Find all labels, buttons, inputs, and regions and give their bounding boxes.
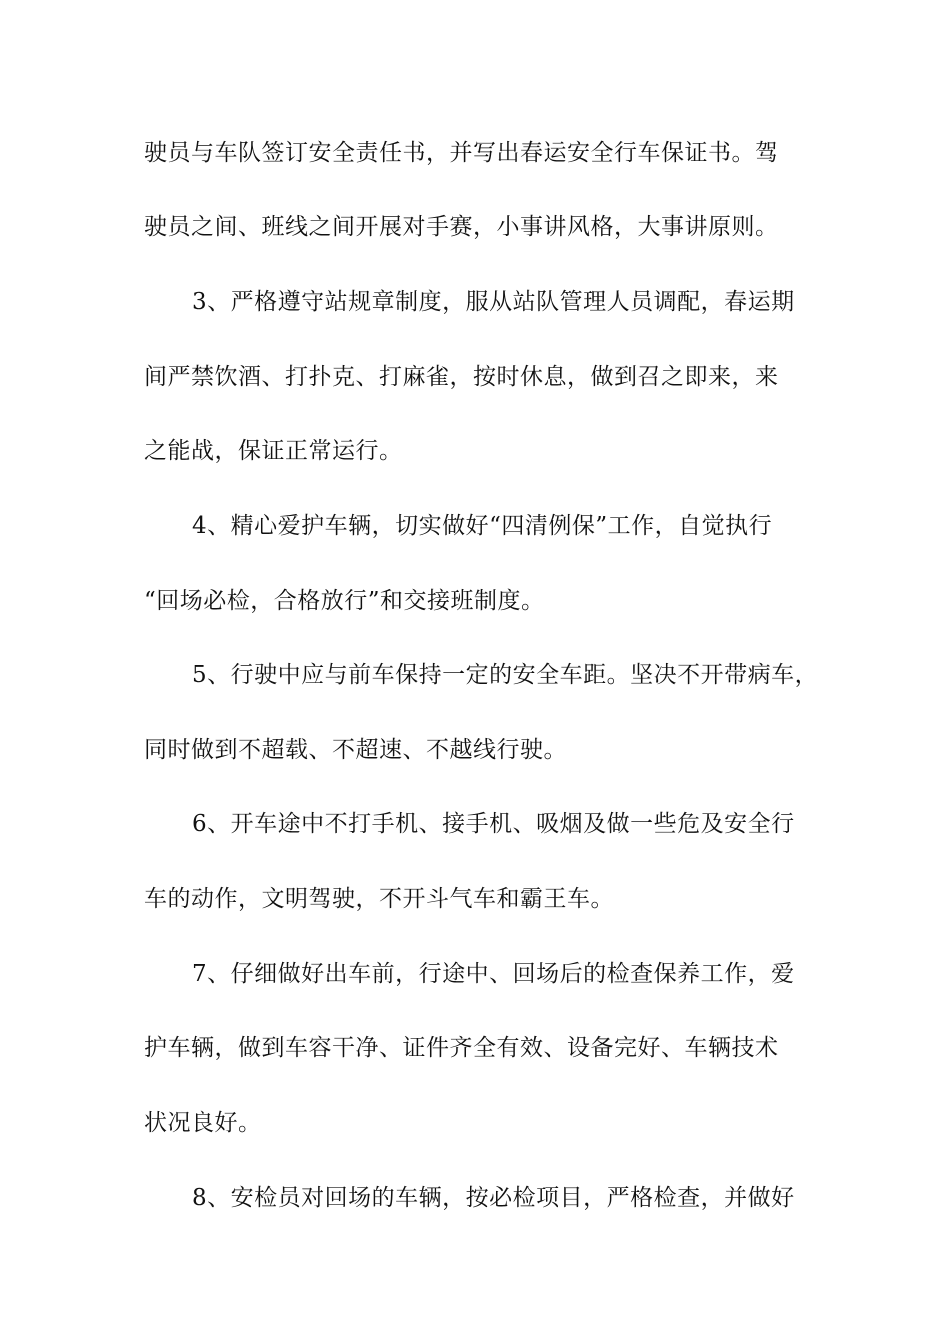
paragraph-start-line: 5、行驶中应与前车保持一定的安全车距。坚决不开带病车， (192, 662, 819, 688)
text-line: 间严禁饮酒、打扑克、打麻雀，按时休息，做到召之即来，来 (144, 364, 779, 390)
text-line: “回场必检，合格放行”和交接班制度。 (144, 588, 545, 614)
text-line: 驶员与车队签订安全责任书，并写出春运安全行车保证书。驾 (144, 140, 779, 166)
paragraph-start-line: 8、安检员对回场的车辆，按必检项目，严格检查，并做好 (192, 1185, 795, 1211)
text-line: 驶员之间、班线之间开展对手赛，小事讲风格，大事讲原则。 (144, 214, 779, 240)
paragraph-start-line: 7、仔细做好出车前，行途中、回场后的检查保养工作，爱 (192, 961, 795, 987)
paragraph-start-line: 6、开车途中不打手机、接手机、吸烟及做一些危及安全行 (192, 811, 795, 837)
text-line: 同时做到不超载、不超速、不越线行驶。 (144, 737, 567, 763)
text-line: 之能战，保证正常运行。 (144, 438, 403, 464)
text-line: 车的动作，文明驾驶，不开斗气车和霸王车。 (144, 886, 614, 912)
text-line: 护车辆，做到车容干净、证件齐全有效、设备完好、车辆技术 (144, 1035, 779, 1061)
paragraph-start-line: 4、精心爱护车辆，切实做好“四清例保”工作，自觉执行 (192, 513, 773, 539)
text-line: 状况良好。 (144, 1110, 262, 1136)
paragraph-start-line: 3、严格遵守站规章制度，服从站队管理人员调配，春运期 (192, 289, 795, 315)
